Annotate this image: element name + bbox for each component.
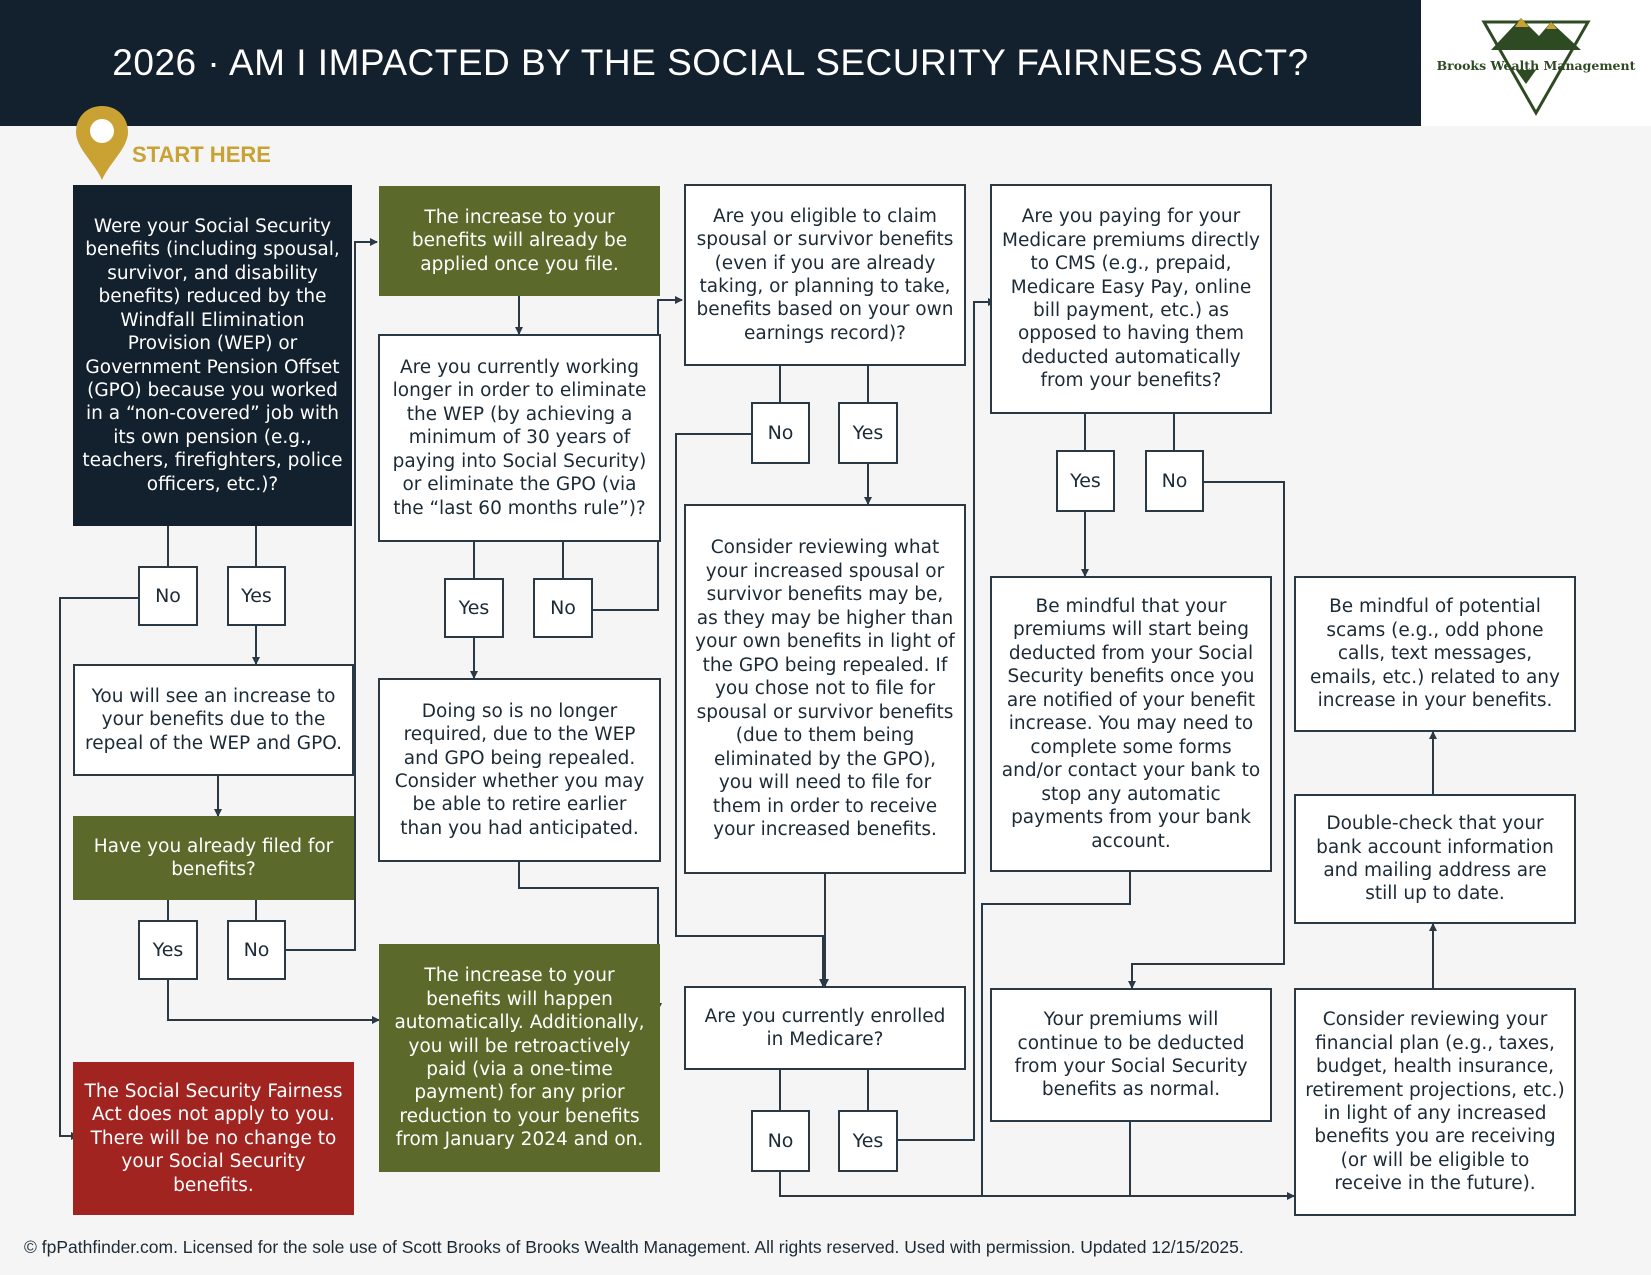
result-beware-scams: Be mindful of potential scams (e.g., odd phone calls, text messages, emails, etc.) related to any increase in your benefits.	[1294, 576, 1576, 732]
answer-yes-spousal: Yes	[838, 402, 898, 464]
answer-no-filed: No	[227, 920, 286, 980]
logo-text: Brooks Wealth Management	[1436, 58, 1636, 73]
question-enrolled-medicare: Are you currently enrolled in Medicare?	[684, 986, 966, 1070]
result-premiums-continue: Your premiums will continue to be deducted from your Social Security benefits as normal.	[990, 988, 1272, 1122]
answer-yes-paying-cms: Yes	[1056, 450, 1115, 512]
question-paying-cms-directly: Are you paying for your Medicare premiums directly to CMS (e.g., prepaid, Medicare Easy Pay, online bill payment, etc.) as opposed to having them deducted automatically from your benefits?	[990, 184, 1272, 414]
answer-yes-wep-gpo: Yes	[227, 566, 286, 626]
footer-copyright: © fpPathfinder.com. Licensed for the sole use of Scott Brooks of Brooks Wealth Management. All rights reserved. Used with permission. Updated 12/15/2025.	[24, 1237, 1244, 1257]
answer-no-wep-gpo: No	[138, 566, 198, 626]
result-increase-applied-when-file: The increase to your benefits will already be applied once you file.	[379, 186, 660, 296]
result-act-does-not-apply: The Social Security Fairness Act does not apply to you. There will be no change to your Social Security benefits.	[73, 1062, 354, 1215]
result-review-spousal-benefits: Consider reviewing what your increased spousal or survivor benefits may be, as they may be higher than your own benefits in light of the GPO being repealed. If you chose not to file for spousal or survivor benefits (due to them being eliminated by the GPO), you will need to file for them in order to receive your increased benefits.	[684, 504, 966, 874]
question-spousal-survivor: Are you eligible to claim spousal or survivor benefits (even if you are already taking, or planning to take, benefits based on your own earnings record)?	[684, 184, 966, 366]
question-already-filed: Have you already filed for benefits?	[73, 816, 354, 900]
result-increase-wep-gpo-repeal: You will see an increase to your benefits due to the repeal of the WEP and GPO.	[73, 664, 354, 776]
result-double-check-info: Double-check that your bank account information and mailing address are still up to date.	[1294, 794, 1576, 924]
question-wep-gpo-reduction: Were your Social Security benefits (including spousal, survivor, and disability benefits) reduced by the Windfall Elimination Provision (WEP) or Government Pension Offset (GPO) because you worked in a “non-covered” job with its own pension (e.g., teachers, firefighters, police officers, etc.)?	[73, 185, 352, 526]
result-increase-automatic-retroactive: The increase to your benefits will happen automatically. Additionally, you will be retroactively paid (via a one-time payment) for any prior reduction to your benefits from January 2024 and on.	[379, 944, 660, 1172]
start-here-label: START HERE	[132, 142, 271, 167]
page-title: 2026 · AM I IMPACTED BY THE SOCIAL SECURITY FAIRNESS ACT?	[112, 42, 1309, 83]
answer-yes-filed: Yes	[138, 920, 198, 980]
answer-yes-working-longer: Yes	[444, 578, 504, 638]
answer-no-medicare: No	[751, 1110, 810, 1172]
result-review-financial-plan: Consider reviewing your financial plan (e.g., taxes, budget, health insurance, retirement projections, etc.) in light of any increased benefits you are receiving (or will be eligible to receive in the future).	[1294, 988, 1576, 1216]
answer-no-spousal: No	[751, 402, 810, 464]
answer-no-paying-cms: No	[1145, 450, 1204, 512]
answer-yes-medicare: Yes	[838, 1110, 898, 1172]
answer-no-working-longer: No	[533, 578, 593, 638]
question-working-longer: Are you currently working longer in order to eliminate the WEP (by achieving a minimum of 30 years of paying into Social Security) or eliminate the GPO (via the “last 60 months rule”)?	[378, 334, 661, 542]
result-premiums-start-deducted: Be mindful that your premiums will start being deducted from your Social Security benefits once you are notified of your benefit increase. You may need to complete some forms and/or contact your bank to stop any automatic payments from your bank account.	[990, 576, 1272, 872]
result-no-longer-required: Doing so is no longer required, due to the WEP and GPO being repealed. Consider whether you may be able to retire earlier than you had anticipated.	[378, 678, 661, 862]
